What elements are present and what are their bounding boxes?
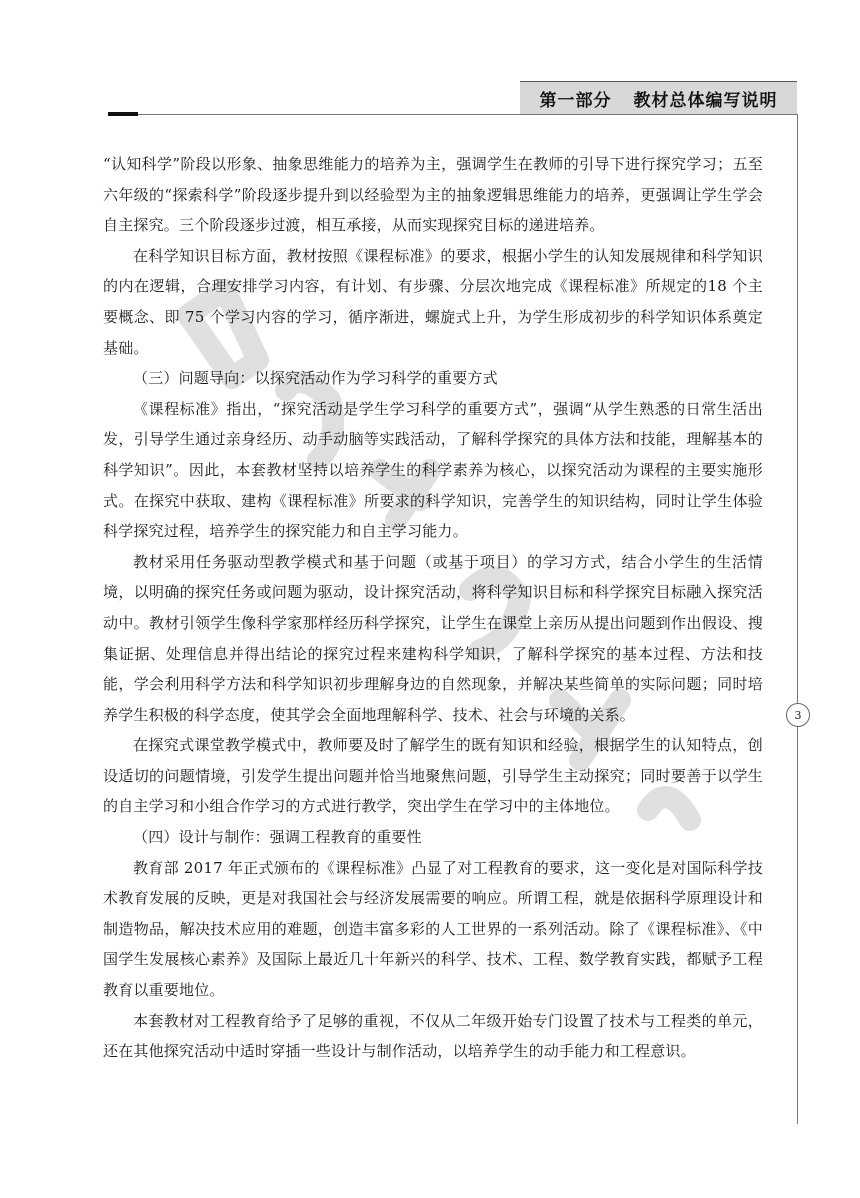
paragraph: 本套教材对工程教育给予了足够的重视，不仅从二年级开始专门设置了技术与工程类的单元，还在其他探究活动中适时穿插一些设计与制作活动，以培养学生的动手能力和工程意识。 — [103, 1011, 763, 1061]
chapter-part: 第一部分 — [539, 91, 612, 111]
header-rule — [108, 114, 797, 115]
body-text — [103, 149, 763, 1067]
header-rule-accent — [108, 112, 138, 116]
paragraph: “认知科学”阶段以形象、抽象思维能力的培养为主，强调学生在教师的引导下进行探究学习；五至六年级的“探索科学”阶段逐步提升到以经验型为主的抽象逻辑思维能力的培养，更强调让学生学会自主探究。三个阶段逐步过渡，相互承接，从而实现探究目标的递进培养。 — [103, 155, 763, 235]
chapter-header — [520, 81, 797, 115]
paragraph: 教材采用任务驱动型教学模式和基于问题（或基于项目）的学习方式，结合小学生的生活情境，以明确的探究任务或问题为驱动，设计探究活动，将科学知识目标和科学探究目标融入探究活动中。教材引领学生像科学家那样经历科学探究，让学生在课堂上亲历从提出问题到作出假设、搜集证据、处理信息并得出结论的探究过程来建构科学知识，了解科学探究的基本过程、方法和技能，学会利用科学方法和科学知识初步理解身边的自然现象，并解决某些简单的实际问题；同时培养学生积极的科学态度，使其学会全面地理解科学、技术、社会与环境的关系。 — [103, 552, 763, 724]
side-rule — [797, 114, 798, 1124]
paragraph: 在科学知识目标方面，教材按照《课程标准》的要求，根据小学生的认知发展规律和科学知识的内在逻辑，合理安排学习内容，有计划、有步骤、分层次地完成《课程标准》所规定的18 个主要概念、即 75 个学习内容的学习，循序渐进，螺旋式上升，为学生形成初步的科学知识体系奠定基础。 — [103, 246, 763, 357]
paragraph: 在探究式课堂教学模式中，教师要及时了解学生的既有知识和经验，根据学生的认知特点，创设适切的问题情境，引发学生提出问题并恰当地聚焦问题，引导学生主动探究；同时要善于以学生的自主学习和小组合作学习的方式进行教学，突出学生在学习中的主体地位。 — [103, 736, 763, 816]
section-heading: （三）问题导向：以探究活动作为学习科学的重要方式 — [133, 369, 498, 388]
chapter-title: 教材总体编写说明 — [633, 91, 778, 111]
page-number: 3 — [786, 703, 810, 727]
paragraph: 教育部 2017 年正式颁布的《课程标准》凸显了对工程教育的要求，这一变化是对国际科学技术教育发展的反映，更是对我国社会与经济发展需要的响应。所谓工程，就是依据科学原理设计和制造物品，解决技术应用的难题，创造丰富多彩的人工世界的一系列活动。除了《课程标准》、《中国学生发展核心素养》及国际上最近几十年新兴的科学、技术、工程、数学教育实践，都赋予工程教育以重要地位。 — [103, 858, 763, 1000]
paragraph: 《课程标准》指出，“探究活动是学生学习科学的重要方式”，强调“从学生熟悉的日常生活出发，引导学生通过亲身经历、动手动脑等实践活动，了解科学探究的具体方法和技能，理解基本的科学知识”。因此，本套教材坚持以培养学生的科学素养为核心，以探究活动为课程的主要实施形式。在探究中获取、建构《课程标准》所要求的科学知识，完善学生的知识结构，同时让学生体验科学探究过程，培养学生的探究能力和自主学习能力。 — [103, 399, 763, 541]
section-heading: （四）设计与制作：强调工程教育的重要性 — [133, 828, 422, 847]
